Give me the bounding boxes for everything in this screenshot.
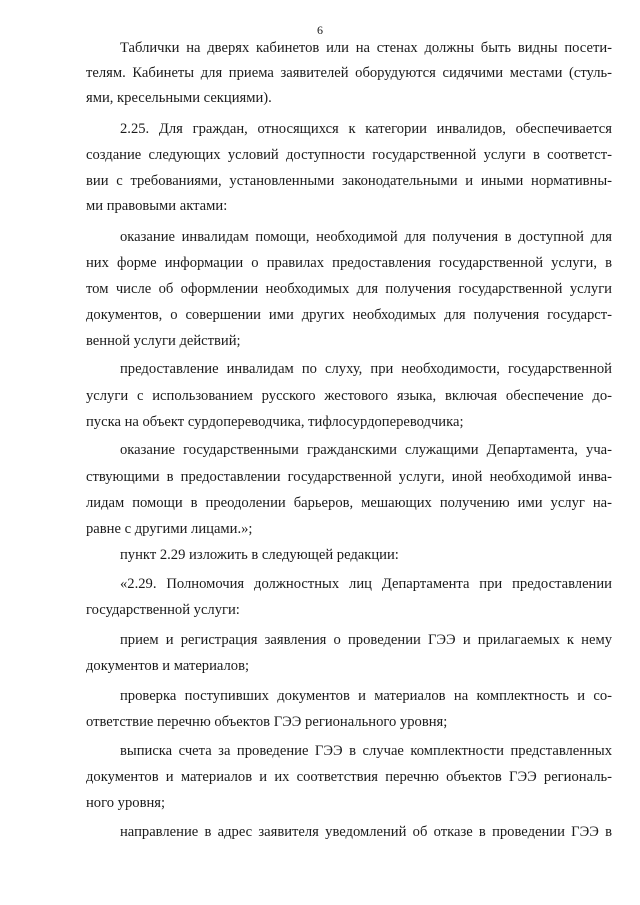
text-line: телям. Кабинеты для приема заявителей оборудуются сидячими местами (стуль- <box>86 65 612 81</box>
text-line: государственной услуги: <box>86 602 240 618</box>
page-number: 6 <box>317 23 323 37</box>
text-line: услуги с использованием русского жестового языка, включая обеспечение до- <box>86 388 612 404</box>
text-line: венной услуги действий; <box>86 333 241 349</box>
text-line: проверка поступивших документов и материалов на комплектность и со- <box>120 688 612 704</box>
text-line: направление в адрес заявителя уведомлений об отказе в проведении ГЭЭ в <box>120 824 612 840</box>
text-line: оказание инвалидам помощи, необходимой для получения в доступной для <box>120 229 612 245</box>
text-line: «2.29. Полномочия должностных лиц Департамента при предоставлении <box>120 576 612 592</box>
text-line: пункт 2.29 изложить в следующей редакции: <box>120 547 399 563</box>
text-line: лидам помощи в преодолении барьеров, мешающих получению ими услуг на- <box>86 495 612 511</box>
text-line: выписка счета за проведение ГЭЭ в случае комплектности представленных <box>120 743 612 759</box>
text-line: документов и материалов; <box>86 658 250 674</box>
text-line: пуска на объект сурдопереводчика, тифлосурдопереводчика; <box>86 414 464 430</box>
text-line: Таблички на дверях кабинетов или на стенах должны быть видны посети- <box>120 40 612 56</box>
text-line: документов, о совершении ими других необходимых для получения государст- <box>86 307 612 323</box>
text-line: ями, кресельными секциями). <box>86 90 272 106</box>
text-line: 2.25. Для граждан, относящихся к категории инвалидов, обеспечивается <box>120 121 612 137</box>
text-line: том числе об оформлении необходимых для получения государственной услуги <box>86 281 612 297</box>
text-line: предоставление инвалидам по слуху, при необходимости, государственной <box>120 361 612 377</box>
text-line: ствующими в предоставлении государственной услуги, иной необходимой инва- <box>86 469 612 485</box>
text-line: оказание государственными гражданскими служащими Департамента, уча- <box>120 442 612 458</box>
text-line: ми правовыми актами: <box>86 198 228 214</box>
text-line: вии с требованиями, установленными законодательными и иными нормативны- <box>86 173 612 189</box>
text-line: прием и регистрация заявления о проведении ГЭЭ и прилагаемых к нему <box>120 632 612 648</box>
text-line: ответствие перечню объектов ГЭЭ регионального уровня; <box>86 714 448 730</box>
text-line: документов и материалов и их соответствия перечню объектов ГЭЭ региональ- <box>86 769 612 785</box>
text-line: них форме информации о правилах предоставления государственной услуги, в <box>86 255 612 271</box>
text-line: создание следующих условий доступности государственной услуги в соответст- <box>86 147 612 163</box>
text-line: ного уровня; <box>86 795 166 811</box>
text-line: равне с другими лицами.»; <box>86 521 253 537</box>
